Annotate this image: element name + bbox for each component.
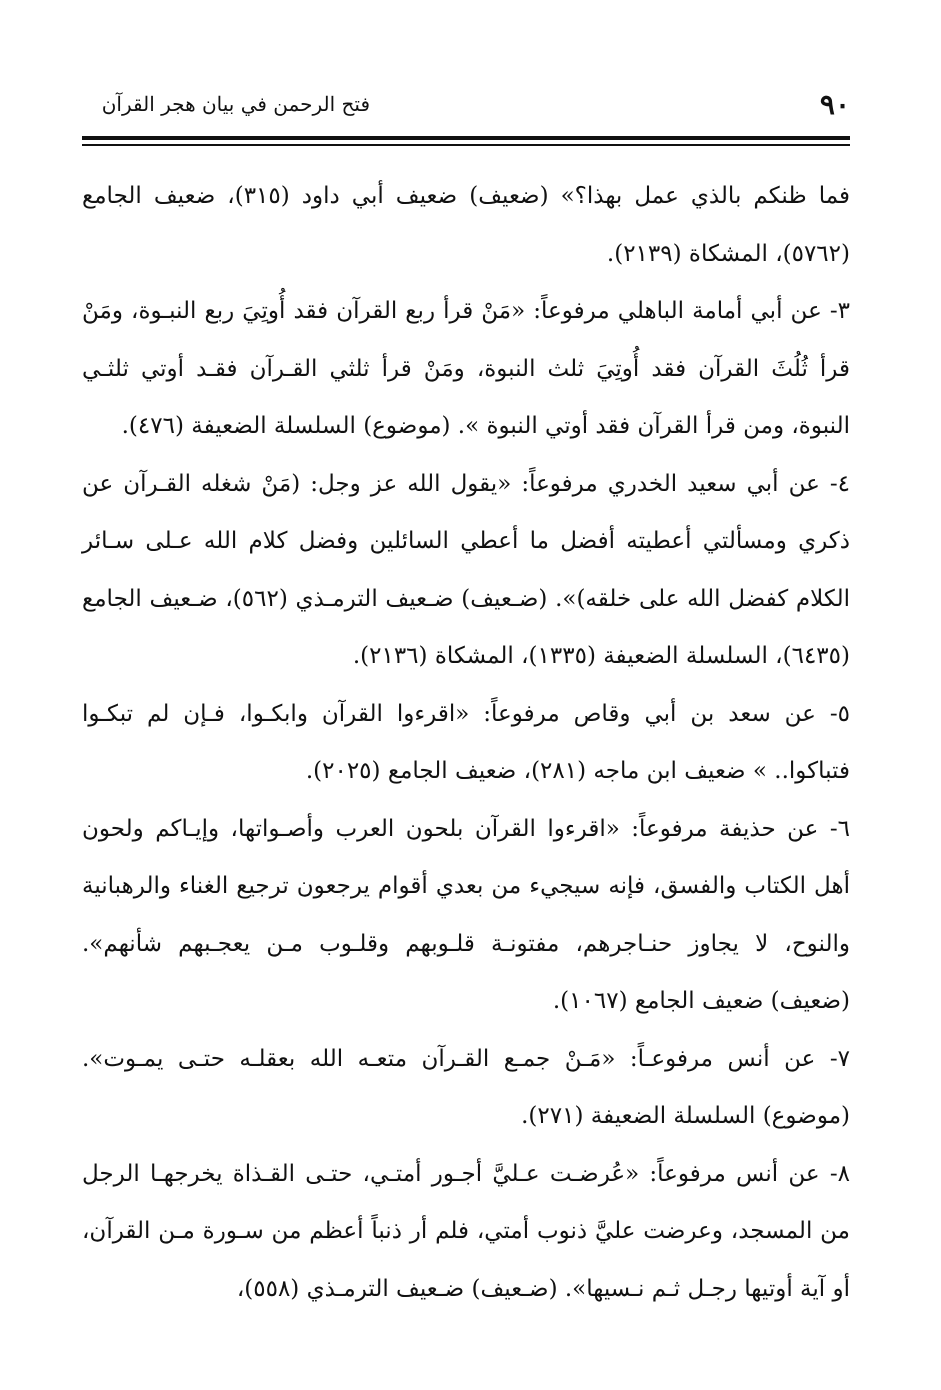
- paragraph-hadith-8: ٨- عن أنس مرفوعاً: «عُرضـت عـليَّ أجـور أمتـي، حتـى القـذاة يخرجهـا الرجل من المسجد، وعرضت عليَّ ذنوب أمتي، فلم أر ذنباً أعظم من سـورة مـن القرآن، أو آية أوتيها رجـل ثـم نـسيها». (ضـعيف) ضـعيف الترمـذي (٥٥٨)،: [82, 1160, 850, 1302]
- book-title: فتح الرحمن في بيان هجر القرآن: [101, 92, 370, 116]
- paragraph-hadith-4: ٤- عن أبي سعيد الخدري مرفوعاً: «يقول الله عز وجل: (مَنْ شغله القـرآن عن ذكري ومسألتي أعطيته أفضل ما أعطي السائلين وفضل كلام الله عـلى سـائر الكلام كفضل الله على خلقه)». (ضـعيف) ضـعيف الترمـذي (٥٦٢)، ضـعيف الجامع (٦٤٣٥)، السلسلة الضعيفة (١٣٣٥)، المشكاة (٢١٣٦).: [82, 470, 850, 669]
- page-number: ٩٠: [819, 88, 850, 121]
- paragraph-hadith-7: ٧- عن أنس مرفوعـاً: «مَـنْ جمـع القـرآن متعـه الله بعقلـه حتـى يمـوت». (موضوع) السلسلة الضعيفة (٢٧١).: [82, 1045, 850, 1129]
- header-rule-thin: [82, 144, 850, 146]
- page-body: [82, 168, 850, 1318]
- paragraph-hadith-6: ٦- عن حذيفة مرفوعاً: «اقرءوا القرآن بلحون العرب وأصـواتها، وإيـاكم ولحون أهل الكتاب والفسق، فإنه سيجيء من بعدي أقوام يرجعون ترجيع الغناء والرهبانية والنوح، لا يجاوز حنـاجرهم، مفتونـة قلـوبهم وقلـوب مـن يعجـبهم شأنهم». (ضعيف) ضعيف الجامع (١٠٦٧).: [82, 815, 850, 1014]
- paragraph-hadith-3: ٣- عن أبي أمامة الباهلي مرفوعاً: «مَنْ قرأ ربع القرآن فقد أُوتِيَ ربع النبـوة، ومَنْ قرأ ثُلُثَ القرآن فقد أُوتِيَ ثلث النبوة، ومَنْ قرأ ثلثي القـرآن فقـد أوتي ثلثـي النبوة، ومن قرأ القرآن فقد أوتي النبوة ». (موضوع) السلسلة الضعيفة (٤٧٦).: [82, 298, 850, 439]
- paragraph-continuation: فما ظنكم بالذي عمل بهذا؟» (ضعيف) ضعيف أبي داود (٣١٥)، ضعيف الجامع (٥٧٦٢)، المشكاة (٢١٣٩).: [82, 183, 850, 267]
- paragraph-hadith-5: ٥- عن سعد بن أبي وقاص مرفوعاً: «اقرءوا القرآن وابكـوا، فـإن لم تبكـوا فتباكوا.. » ضعيف ابن ماجه (٢٨١)، ضعيف الجامع (٢٠٢٥).: [82, 700, 850, 784]
- running-header: [82, 88, 850, 128]
- header-rule-thick: [82, 136, 850, 140]
